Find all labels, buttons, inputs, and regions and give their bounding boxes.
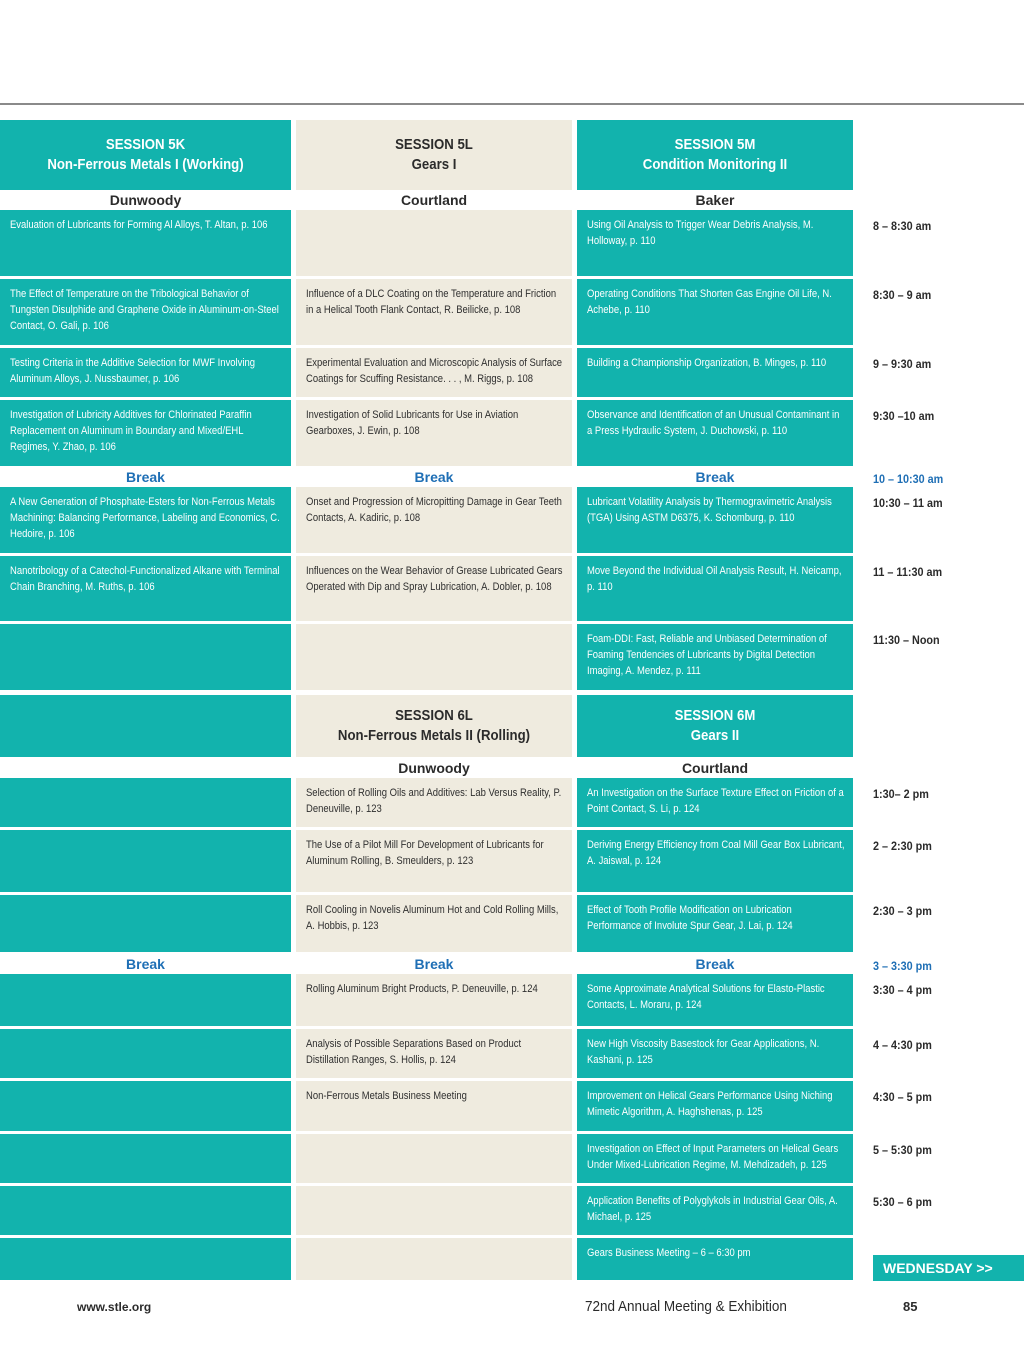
time-slot: 2 – 2:30 pm bbox=[873, 839, 932, 853]
footer-event: 72nd Annual Meeting & Exhibition bbox=[585, 1298, 787, 1315]
talk-entry[interactable]: Building a Championship Organization, B. Minges, p. 110 bbox=[587, 357, 827, 369]
talk-entry[interactable]: Experimental Evaluation and Microscopic Analysis of Surface Coatings for Scuffing Resistance. . . , M. Riggs, p. 108 bbox=[306, 357, 563, 385]
session-title: Non-Ferrous Metals II (Rolling) bbox=[337, 727, 531, 744]
session-5l-header bbox=[296, 120, 572, 190]
session-cell-k bbox=[0, 1134, 291, 1183]
time-slot: 2:30 – 3 pm bbox=[873, 904, 932, 918]
session-title: Non-Ferrous Metals I (Working) bbox=[47, 156, 244, 173]
session-code: SESSION 5K bbox=[105, 136, 186, 153]
break-label: Break bbox=[126, 469, 165, 485]
time-slot: 8:30 – 9 am bbox=[873, 288, 932, 302]
session-cell-k bbox=[0, 1186, 291, 1235]
break-label: Break bbox=[695, 956, 735, 972]
room-label: Courtland bbox=[400, 192, 468, 208]
talk-entry[interactable]: Selection of Rolling Oils and Additives: Lab Versus Reality, P. Deneuville, p. 123 bbox=[306, 787, 562, 815]
room-label: Courtland bbox=[681, 760, 749, 776]
session-cell-l bbox=[296, 624, 572, 690]
time-slot: 3:30 – 4 pm bbox=[873, 983, 932, 997]
room-label: Dunwoody bbox=[109, 192, 182, 208]
talk-entry[interactable]: Some Approximate Analytical Solutions for Elasto-Plastic Contacts, L. Moraru, p. 124 bbox=[587, 983, 825, 1011]
talk-entry[interactable]: Evaluation of Lubricants for Forming Al Alloys, T. Altan, p. 106 bbox=[10, 219, 268, 231]
talk-entry[interactable]: Investigation of Lubricity Additives for Chlorinated Paraffin Replacement on Aluminum in Boundary and Mixed/EHL Regimes, Y. Zhao, p. 106 bbox=[10, 409, 252, 453]
talk-entry[interactable]: Investigation of Solid Lubricants for Use in Aviation Gearboxes, J. Ewin, p. 108 bbox=[306, 409, 519, 437]
talk-entry[interactable]: New High Viscosity Basestock for Gear Applications, N. Kashani, p. 125 bbox=[587, 1038, 820, 1066]
room-label: Dunwoody bbox=[398, 760, 470, 776]
break-label: Break bbox=[414, 469, 454, 485]
session-5m-header bbox=[577, 120, 853, 190]
talk-entry[interactable]: Effect of Tooth Profile Modification on Lubrication Performance of Involute Spur Gear, J. Lai, p. 124 bbox=[587, 904, 793, 932]
session-code: SESSION 6M bbox=[674, 707, 756, 724]
talk-entry[interactable]: Influence of a DLC Coating on the Temperature and Friction in a Helical Tooth Flank Contact, R. Beilicke, p. 108 bbox=[306, 288, 557, 316]
session-5k-header bbox=[0, 120, 291, 190]
break-label: Break bbox=[414, 956, 454, 972]
session-cell-k bbox=[0, 1081, 291, 1131]
talk-entry[interactable]: Influences on the Wear Behavior of Grease Lubricated Gears Operated with Dip and Spray Lubrication, A. Dobler, p. 108 bbox=[306, 565, 563, 593]
top-rule bbox=[0, 103, 1024, 105]
time-slot: 1:30– 2 pm bbox=[873, 787, 929, 801]
break-label: Break bbox=[126, 956, 165, 972]
talk-entry[interactable]: Improvement on Helical Gears Performance Using Niching Mimetic Algorithm, A. Haghshenas, p. 125 bbox=[587, 1090, 833, 1118]
talk-entry[interactable]: Nanotribology of a Catechol-Functionalized Alkane with Terminal Chain Branching, M. Ruths, p. 106 bbox=[10, 565, 280, 593]
session-cell-l bbox=[296, 210, 572, 276]
talk-entry[interactable]: An Investigation on the Surface Texture Effect on Friction of a Point Contact, S. Li, p. 124 bbox=[587, 787, 844, 815]
talk-entry[interactable]: Testing Criteria in the Additive Selection for MWF Involving Aluminum Alloys, J. Nussbaumer, p. 106 bbox=[10, 357, 256, 385]
room-label: Baker bbox=[695, 192, 735, 208]
session-6l-header bbox=[296, 695, 572, 757]
session-code: SESSION 5M bbox=[674, 136, 756, 153]
session-cell-l bbox=[296, 1134, 572, 1183]
talk-entry[interactable]: Onset and Progression of Micropitting Damage in Gear Teeth Contacts, A. Kadiric, p. 108 bbox=[306, 496, 562, 524]
time-slot: 4 – 4:30 pm bbox=[873, 1038, 932, 1052]
footer-url[interactable]: www.stle.org bbox=[77, 1300, 152, 1314]
talk-entry[interactable]: The Effect of Temperature on the Tribological Behavior of Tungsten Disulphide and Graphene Oxide in Aluminum-on-Steel Contact, O. Gali, p. 106 bbox=[10, 288, 279, 332]
talk-entry[interactable]: Non-Ferrous Metals Business Meeting bbox=[306, 1090, 467, 1102]
talk-entry[interactable]: Roll Cooling in Novelis Aluminum Hot and Cold Rolling Mills, A. Hobbis, p. 123 bbox=[306, 904, 559, 932]
time-slot: 10 – 10:30 am bbox=[873, 472, 944, 486]
session-cell-k bbox=[0, 1238, 291, 1280]
session-code: SESSION 5L bbox=[395, 136, 473, 153]
time-slot: 9:30 –10 am bbox=[873, 409, 935, 423]
talk-entry[interactable]: Foam-DDI: Fast, Reliable and Unbiased Determination of Foaming Tendencies of Lubricants by Digital Detection Imaging, A. Mendez, p. 111 bbox=[587, 633, 827, 677]
talk-entry[interactable]: Using Oil Analysis to Trigger Wear Debris Analysis, M. Holloway, p. 110 bbox=[587, 219, 814, 247]
time-slot: 11 – 11:30 am bbox=[873, 565, 943, 579]
session-cell-k bbox=[0, 974, 291, 1026]
session-cell-l bbox=[296, 1186, 572, 1235]
session-cell-k bbox=[0, 778, 291, 827]
time-slot: 3 – 3:30 pm bbox=[873, 959, 932, 973]
time-slot: 5 – 5:30 pm bbox=[873, 1143, 932, 1157]
talk-entry[interactable]: Application Benefits of Polyglykols in Industrial Gear Oils, A. Michael, p. 125 bbox=[587, 1195, 838, 1223]
talk-entry[interactable]: Rolling Aluminum Bright Products, P. Deneuville, p. 124 bbox=[306, 983, 538, 995]
talk-entry[interactable]: Move Beyond the Individual Oil Analysis Result, H. Neicamp, p. 110 bbox=[587, 565, 842, 593]
session-title: Gears II bbox=[690, 727, 740, 744]
session-cell-k bbox=[0, 1029, 291, 1078]
session-code: SESSION 6L bbox=[395, 707, 473, 724]
session-cell-k bbox=[0, 624, 291, 690]
time-slot: 5:30 – 6 pm bbox=[873, 1195, 932, 1209]
talk-entry[interactable]: Lubricant Volatility Analysis by Thermogravimetric Analysis (TGA) Using ASTM D6375, K. Schomburg, p. 110 bbox=[587, 496, 832, 524]
time-slot: 4:30 – 5 pm bbox=[873, 1090, 932, 1104]
talk-entry[interactable]: Observance and Identification of an Unusual Contaminant in a Press Hydraulic System, J. Duchowski, p. 110 bbox=[587, 409, 840, 437]
break-label: Break bbox=[695, 469, 735, 485]
talk-entry[interactable]: Analysis of Possible Separations Based on Product Distillation Ranges, S. Hollis, p. 124 bbox=[306, 1038, 522, 1066]
session-cell-l bbox=[296, 1238, 572, 1280]
time-slot: 11:30 – Noon bbox=[873, 633, 940, 647]
session-title: Gears I bbox=[411, 156, 457, 173]
page-number: 85 bbox=[903, 1299, 918, 1314]
talk-entry[interactable]: Investigation on Effect of Input Parameters on Helical Gears Under Mixed-Lubrication Regime, M. Mehdizadeh, p. 125 bbox=[587, 1143, 839, 1171]
talk-entry[interactable]: Gears Business Meeting – 6 – 6:30 pm bbox=[587, 1247, 751, 1259]
session-cell-k bbox=[0, 895, 291, 952]
session-cell-k bbox=[0, 830, 291, 892]
session-title: Condition Monitoring II bbox=[642, 156, 788, 173]
talk-entry[interactable]: Deriving Energy Efficiency from Coal Mill Gear Box Lubricant, A. Jaiswal, p. 124 bbox=[587, 839, 845, 867]
talk-entry[interactable]: The Use of a Pilot Mill For Development of Lubricants for Aluminum Rolling, B. Smeulders, p. 123 bbox=[306, 839, 544, 867]
session-6m-header bbox=[577, 695, 853, 757]
wednesday-tab[interactable]: WEDNESDAY >> bbox=[873, 1255, 1024, 1281]
empty-header-cell bbox=[0, 695, 291, 757]
time-slot: 10:30 – 11 am bbox=[873, 496, 943, 510]
time-slot: 9 – 9:30 am bbox=[873, 357, 932, 371]
talk-entry[interactable]: Operating Conditions That Shorten Gas Engine Oil Life, N. Achebe, p. 110 bbox=[587, 288, 832, 316]
talk-entry[interactable]: A New Generation of Phosphate-Esters for Non-Ferrous Metals Machining: Balancing Performance, Labeling and Economics, C. Hedoire, p. 106 bbox=[10, 496, 280, 540]
time-slot: 8 – 8:30 am bbox=[873, 219, 932, 233]
